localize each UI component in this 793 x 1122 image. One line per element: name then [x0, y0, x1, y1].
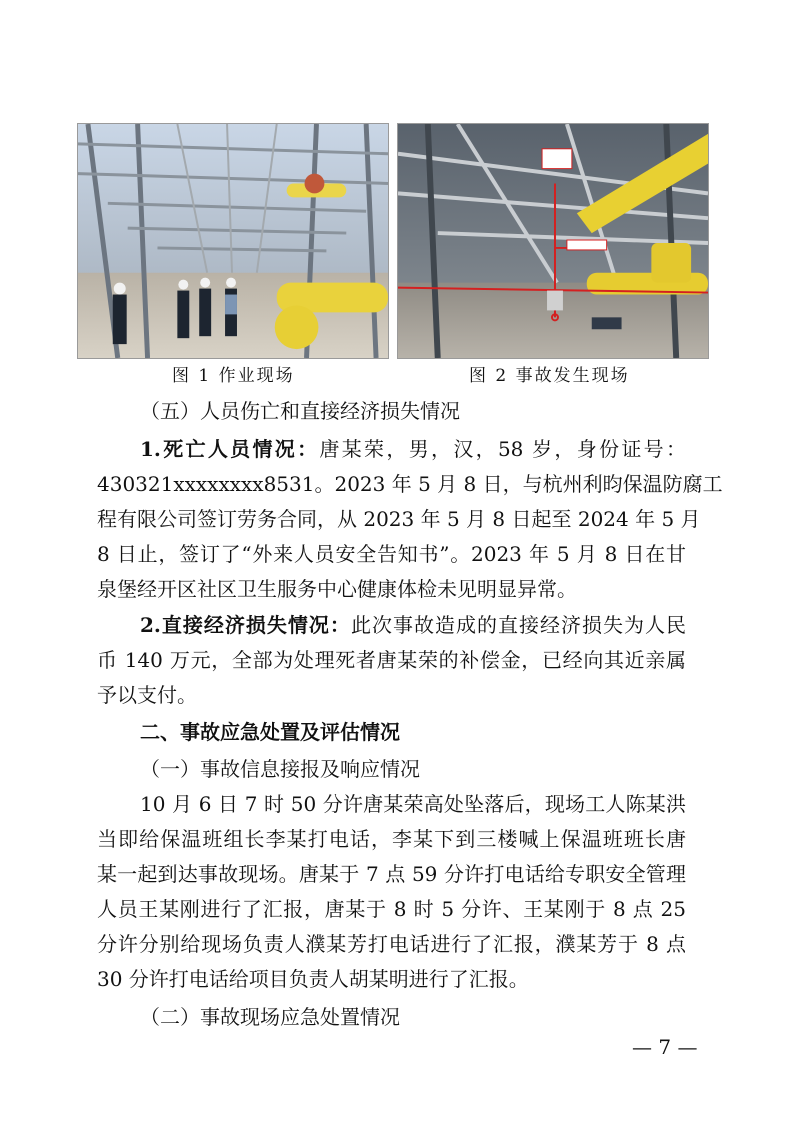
- loss-label: 2.直接经济损失情况：: [140, 613, 351, 637]
- loss-line-2: 币 140 万元，全部为处理死者唐某荣的补偿金，已经向其近亲属: [97, 648, 686, 672]
- death-info-line-2: 430321xxxxxxxx8531。2023 年 5 月 8 日，与杭州利昀保温防腐工: [97, 472, 723, 496]
- report-line-5: 分许分别给现场负责人濮某芳打电话进行了汇报，濮某芳于 8 点: [97, 932, 686, 956]
- death-info-line-3: 程有限公司签订劳务合同，从 2023 年 5 月 8 日起至 2024 年 5 月: [97, 507, 701, 531]
- report-line-3: 某一起到达事故现场。唐某于 7 点 59 分许打电话给专职安全管理: [97, 862, 686, 886]
- loss-text-1: 此次事故造成的直接经济损失为人民: [350, 613, 687, 637]
- death-info-line-1: [140, 437, 686, 461]
- subsection-1-heading: （一）事故信息接报及响应情况: [140, 757, 420, 781]
- section-2-heading: 二、事故应急处置及评估情况: [140, 720, 400, 744]
- figure-1-photo: [77, 123, 389, 359]
- figure-2-caption: 图 2 事故发生现场: [469, 366, 630, 386]
- loss-line-1: [140, 613, 686, 637]
- section-5-heading: （五）人员伤亡和直接经济损失情况: [140, 399, 460, 423]
- death-info-line-4: 8 日止，签订了“外来人员安全告知书”。2023 年 5 月 8 日在甘: [97, 542, 686, 566]
- death-info-line-5: 泉堡经开区社区卫生服务中心健康体检未见明显异常。: [97, 577, 577, 601]
- death-info-text-1: 唐某荣，男，汉，58 岁，身份证号：: [319, 437, 686, 461]
- figure-2-photo: [397, 123, 709, 359]
- report-line-2: 当即给保温班组长李某打电话，李某下到三楼喊上保温班班长唐: [97, 827, 686, 851]
- loss-line-3: 予以支付。: [97, 683, 197, 707]
- figure-1-caption: 图 1 作业现场: [172, 366, 295, 386]
- death-info-label: 1.死亡人员情况：: [140, 437, 320, 461]
- report-line-4: 人员王某刚进行了汇报，唐某于 8 时 5 分许、王某刚于 8 点 25: [97, 897, 686, 921]
- report-line-6: 30 分许打电话给项目负责人胡某明进行了汇报。: [97, 967, 529, 991]
- page-number: — 7 —: [632, 1035, 698, 1059]
- subsection-2-heading: （二）事故现场应急处置情况: [140, 1005, 400, 1029]
- report-line-1: 10 月 6 日 7 时 50 分许唐某荣高处坠落后，现场工人陈某洪: [140, 792, 686, 816]
